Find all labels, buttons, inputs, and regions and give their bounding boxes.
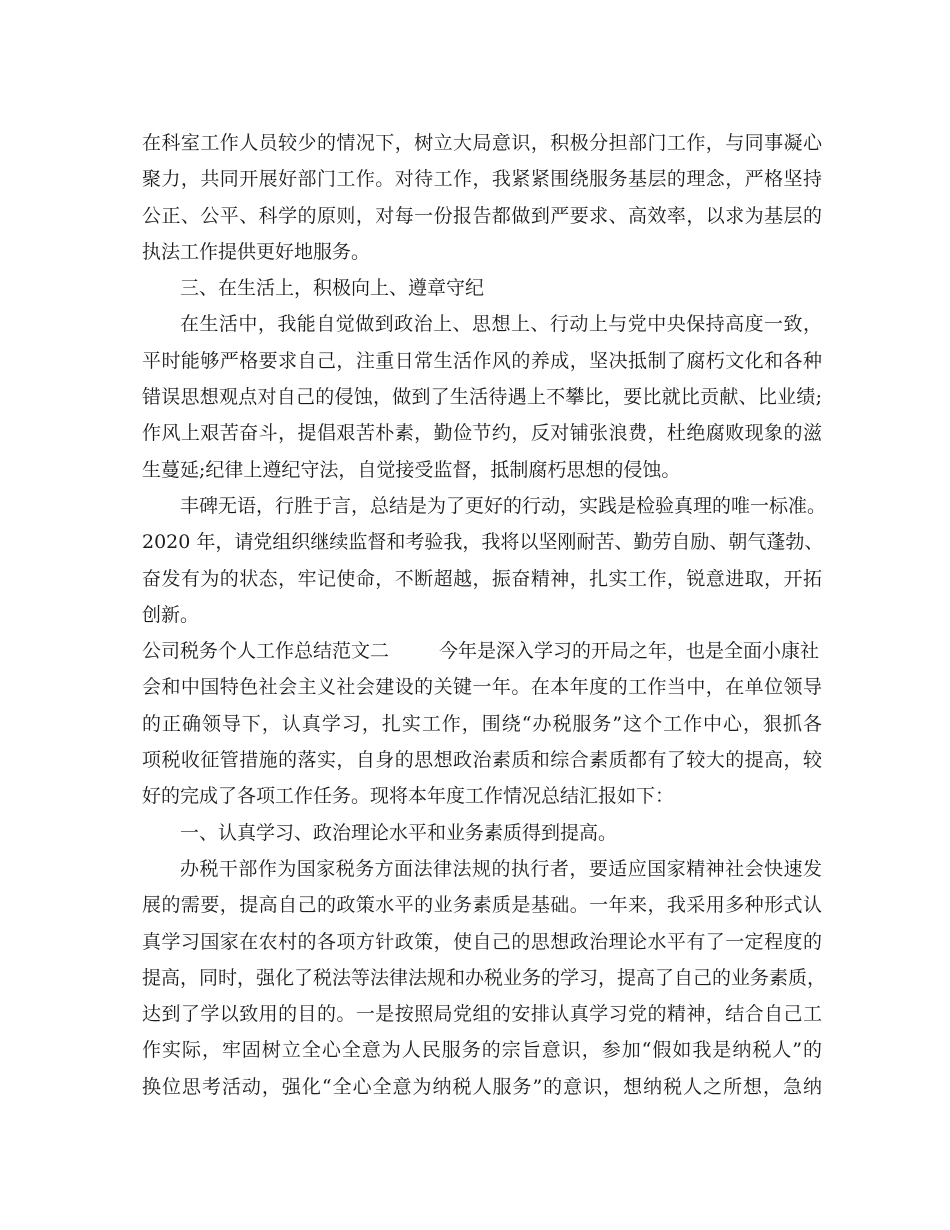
text-line: 公正、公平、科学的原则，对每一份报告都做到严要求、高效率，以求为基层的 <box>142 204 822 227</box>
text-line: 达到了学以致用的目的。一是按照局党组的安排认真学习党的精神，结合自己工 <box>142 1003 822 1026</box>
document-body <box>142 125 827 1105</box>
text-line: 丰碑无语，行胜于言，总结是为了更好的行动，实践是检验真理的唯一标准。 <box>180 494 827 517</box>
section-heading: 一、认真学习、政治理论水平和业务素质得到提高。 <box>180 821 618 844</box>
text-line: 换位思考活动，强化“全心全意为纳税人服务”的意识，想纳税人之所想，急纳 <box>142 1075 822 1098</box>
text-line: 聚力，共同开展好部门工作。对待工作，我紧紧围绕服务基层的理念，严格坚持 <box>142 168 822 191</box>
text-line: 奋发有为的状态，牢记使命，不断超越，振奋精神，扎实工作，锐意进取，开拓 <box>142 567 822 590</box>
title-line <box>142 633 822 669</box>
title-trailing-text: 今年是深入学习的开局之年，也是全面小康社 <box>439 640 820 663</box>
text-line: 的正确领导下，认真学习，扎实工作，围绕“办税服务”这个工作中心，狠抓各 <box>142 712 822 735</box>
text-line: 创新。 <box>142 603 200 626</box>
text-line: 好的完成了各项工作任务。现将本年度工作情况总结汇报如下： <box>142 785 675 808</box>
text-line: 提高，同时，强化了税法等法律法规和办税业务的学习，提高了自己的业务素质， <box>142 966 827 989</box>
text-line: 项税收征管措施的落实，自身的思想政治素质和综合素质都有了较大的提高，较 <box>142 749 822 772</box>
document-title: 公司税务个人工作总结范文二 <box>142 640 390 663</box>
section-heading: 三、在生活上，积极向上、遵章守纪 <box>180 277 485 300</box>
text-line: 平时能够严格要求自己，注重日常生活作风的养成，坚决抵制了腐朽文化和各种 <box>142 349 822 372</box>
text-line: 在生活中，我能自觉做到政治上、思想上、行动上与党中央保持高度一致， <box>180 313 822 336</box>
text-line: 错误思想观点对自己的侵蚀，做到了生活待遇上不攀比，要比就比贡献、比业绩; <box>142 386 822 409</box>
text-line: 真学习国家在农村的各项方针政策，使自己的思想政治理论水平有了一定程度的 <box>142 930 822 953</box>
text-line: 2020 年，请党组织继续监督和考验我，我将以坚刚耐苦、勤劳自励、朝气蓬勃、 <box>142 531 824 554</box>
text-line: 作实际，牢固树立全心全意为人民服务的宗旨意识，参加“假如我是纳税人”的 <box>142 1039 822 1062</box>
text-line: 作风上艰苦奋斗，提倡艰苦朴素，勤俭节约，反对铺张浪费，杜绝腐败现象的滋 <box>142 422 822 445</box>
text-line: 会和中国特色社会主义社会建设的关键一年。在本年度的工作当中，在单位领导 <box>142 676 822 699</box>
text-line: 展的需要，提高自己的政策水平的业务素质是基础。一年来，我采用多种形式认 <box>142 894 822 917</box>
text-line: 生蔓延;纪律上遵纪守法，自觉接受监督，抵制腐朽思想的侵蚀。 <box>142 458 681 481</box>
text-line: 在科室工作人员较少的情况下，树立大局意识，积极分担部门工作，与同事凝心 <box>142 132 822 154</box>
text-line: 办税干部作为国家税务方面法律法规的执行者，要适应国家精神社会快速发 <box>180 857 822 880</box>
text-line: 执法工作提供更好地服务。 <box>142 240 371 263</box>
